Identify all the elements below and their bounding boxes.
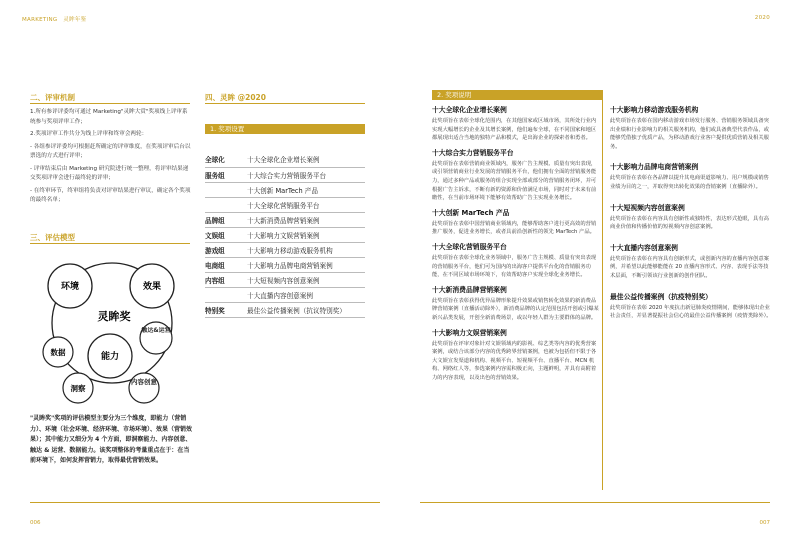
award-name: 十大全球化营销服务平台 bbox=[247, 197, 365, 212]
award-description bbox=[432, 284, 600, 323]
column-divider bbox=[602, 90, 603, 490]
page-number-right: 007 bbox=[759, 520, 770, 526]
award-title: 十大影响力移动游戏服务机构 bbox=[610, 106, 699, 114]
award-group: 服务组 bbox=[205, 167, 247, 182]
award-title: 十大影响力文娱营销案例 bbox=[432, 328, 507, 337]
award-title: 十大综合实力营销服务平台 bbox=[432, 148, 514, 157]
award-group bbox=[205, 197, 247, 212]
reach-label-box bbox=[141, 327, 171, 351]
award-description bbox=[610, 104, 772, 151]
table-row bbox=[205, 197, 365, 212]
award-description bbox=[432, 147, 600, 203]
award-group: 游戏组 bbox=[205, 242, 247, 257]
award-description bbox=[610, 291, 772, 321]
review-para-2: 2.奖项评审工作共分为线上评审和终审会两轮： bbox=[30, 131, 148, 137]
award-description bbox=[432, 104, 600, 143]
award-name: 十大影响力品牌电商营销案例 bbox=[247, 257, 365, 272]
award-detail: 此奖项旨在表彰营销商业领域内，服务广告主规模、质量有突出表现，或引领营销商业行业发展的营销服务平台，他们拥有全面的营销服务能力，通过多种产品或服务的组合实现全部或部分的营销服务闭环，并可根据广告主诉求，不断有新的资源和价值满足市场，同时对于未来有前瞻性，在当前市场环境下能够有效帮助广告主实现业务增长。 bbox=[432, 160, 597, 202]
award-name: 十大影响力移动游戏服务机构 bbox=[247, 242, 365, 257]
table-row bbox=[205, 227, 365, 242]
award-detail: 此奖项旨在评审对象针对文娱领域内的影视、综艺类等内容的优秀营案案例，或结合该部分内容的优秀跨界营销案例，也被为包括但不限于各大文娱宣发渠道和机构、视频平台、短视频平台、直播平台、MCN 机构、网络红人等，参选案例内容需积极正向，主题鲜明，并具有高附着力的内容表现，以及出色的营销效果。 bbox=[432, 340, 597, 381]
award-detail: 此奖项旨在表彰全球化范围内，在其他国家或区域市场，其所处行业内实现大幅增长的企业及其增长案例，他们遍布全球，在不同国家和地区都展现出适合当地的独特产品和模式，是出海企业的探索者和勇者。 bbox=[432, 118, 597, 142]
review-para-4: - 评审结束后由 Marketing 研究院进行统一整理，将评审结果递交奖项评审会进行最终轮的评审； bbox=[30, 165, 189, 181]
review-para-5: - 在终审环节，终审组将负责对评审结果进行审议，确定各个奖项的最终名单； bbox=[30, 187, 191, 203]
award-title: 十大创新 MarTech 产品 bbox=[432, 208, 510, 217]
award-detail: 此奖项旨在表彰获得优异品牌形象提升效果或销售转化效果的新消费品牌营销案例（直播活动除外），新消费品牌的认定范围包括开创或引爆某新兴品类发展，开创全新消费场景，或以年轻人群为主要群体的品牌。 bbox=[432, 297, 599, 321]
header-left: MARKETING 灵眸年鉴 bbox=[22, 17, 87, 23]
award-description bbox=[432, 241, 600, 280]
insight-label: 洞察 bbox=[70, 384, 86, 393]
content-label: 内容创意 bbox=[131, 378, 157, 386]
award-detail: 此奖项旨在表彰在国内移动游戏市场发行服务、营销服务领域具备突出业绩和行业影响力的相关服务机构，他们或具备典型代表作品，或能够凭借独子优质产品，为移动游戏行业客户提供优质营销及相关服务。 bbox=[610, 118, 769, 150]
award-settings-bar: 1. 奖项设置 bbox=[205, 124, 365, 134]
award-descriptions-right bbox=[610, 104, 772, 331]
page-number-left: 006 bbox=[30, 520, 41, 526]
award-group bbox=[205, 287, 247, 302]
review-para-1: 1.所有参评评委均可通过 Marketing"灵眸大赏"奖项线上评审系统参与奖项评审工作； bbox=[30, 109, 188, 125]
award-name: 十大创新 MarTech 产品 bbox=[247, 182, 365, 197]
award-description bbox=[610, 242, 772, 281]
divider bbox=[205, 103, 365, 104]
effect-label: 效果 bbox=[142, 282, 162, 292]
award-group: 内容组 bbox=[205, 272, 247, 287]
env-label: 环境 bbox=[60, 282, 80, 292]
award-name: 十大综合实力营销服务平台 bbox=[247, 167, 365, 182]
award-group: 品牌组 bbox=[205, 212, 247, 227]
award-group: 文娱组 bbox=[205, 227, 247, 242]
award-description bbox=[610, 161, 772, 191]
table-row bbox=[205, 242, 365, 257]
data-label: 数据 bbox=[50, 348, 66, 357]
evaluation-model-diagram bbox=[28, 248, 198, 408]
award-name: 十大影响力文娱营销案例 bbox=[247, 227, 365, 242]
page-header bbox=[0, 0, 800, 34]
footer-rule-left bbox=[30, 502, 380, 503]
award-description bbox=[610, 202, 772, 232]
table-row bbox=[205, 182, 365, 197]
reach-label: 触达&运营 bbox=[141, 327, 171, 334]
award-name: 十大直播内容创意案例 bbox=[247, 287, 365, 302]
center-label: 灵眸奖 bbox=[97, 310, 131, 323]
section-2020-title: 四、灵眸 @2020 bbox=[205, 93, 266, 102]
award-detail: 此奖项旨在表彰中国营销商业领域内，能够帮助客户进行更高效的营销推广服务，促进业务增长，或者具前沿创新性的领先 MarTech 产品。 bbox=[432, 220, 597, 236]
award-name: 十大全球化企业增长案例 bbox=[247, 152, 365, 167]
table-row bbox=[205, 152, 365, 167]
table-row bbox=[205, 302, 365, 317]
award-detail: 此奖项旨在表彰在内容具有创新性或独特性，表达形式抢眼，具有高商业价值和传播价值的短视频内容创意案例。 bbox=[610, 215, 769, 231]
table-row bbox=[205, 287, 365, 302]
review-text bbox=[30, 108, 192, 206]
divider bbox=[30, 243, 190, 244]
award-description-bar: 2. 奖项说明 bbox=[432, 90, 602, 100]
award-title: 十大影响力品牌电商营销案例 bbox=[610, 163, 699, 172]
award-description bbox=[432, 327, 600, 383]
header-right: 2020 bbox=[754, 15, 770, 21]
award-group bbox=[205, 182, 247, 197]
award-detail: 此奖项旨在表彰全球化业务领域中，服务广告主规模、质量有突出表现的营销服务平台，他们可为国内的出海客户提供平台化的营销服务功能，在不同区域市场环境下，有效帮助客户实现全球化业务增长。 bbox=[432, 254, 597, 279]
award-group: 特别奖 bbox=[205, 302, 247, 317]
table-row bbox=[205, 167, 365, 182]
award-detail: 此奖项旨在表彰 2020 年度抗击新冠肺炎疫情期间，能够体现出企业社会责任，并显著提振社会信心的最佳公益传播案例（疫情类除外）。 bbox=[610, 304, 772, 320]
award-group: 电商组 bbox=[205, 257, 247, 272]
award-name: 十大新消费品牌营销案例 bbox=[247, 212, 365, 227]
footer-rule-right bbox=[420, 502, 770, 503]
award-title: 十大短视频内容创意案例 bbox=[610, 203, 685, 212]
award-title: 最佳公益传播案例（抗疫特别奖） bbox=[610, 292, 712, 301]
award-table bbox=[205, 152, 365, 318]
award-detail: 此奖项旨在表彰在内容具有创新形式，或创新内容的直播内容创意案例，并希望以此能够能能在 20 直播内容形式、内容、表现手法等技术层面，不断引领该行业创新的创作团队。 bbox=[610, 255, 769, 279]
review-para-3: - 各组参评评委均可根据赶所确定的评审维度，在奖项评审后台以票选的方式进行评审； bbox=[30, 143, 191, 159]
ability-label: 能力 bbox=[100, 352, 120, 362]
award-name: 十大短视频内容创意案例 bbox=[247, 272, 365, 287]
award-descriptions-left bbox=[432, 104, 600, 386]
divider bbox=[30, 103, 190, 104]
section-review-title: 二、评审机制 bbox=[30, 93, 75, 102]
table-row bbox=[205, 257, 365, 272]
table-row bbox=[205, 272, 365, 287]
award-title: 十大全球化企业增长案例 bbox=[432, 106, 507, 114]
award-detail: 此奖项旨在表彰在各品牌以提升其电商渠道影响力、用户规模或销售业绩为目的之一，并取得突出转化效果的营销案例（直播除外）。 bbox=[610, 175, 769, 190]
award-title: 十大新消费品牌营销案例 bbox=[432, 285, 507, 294]
section-model-title: 三、评估模型 bbox=[30, 233, 75, 242]
table-row bbox=[205, 212, 365, 227]
award-group: 全球化 bbox=[205, 152, 247, 167]
content-label-box bbox=[130, 378, 158, 400]
award-title: 十大直播内容创意案例 bbox=[610, 243, 678, 252]
model-paragraph: "灵眸奖"奖项的评估模型主要分为三个维度，即能力（营销力）、环境（社会环境、经济环境、市场环境）、效果（营销效果）；其中能力又细分为 4 个方面，即洞察能力、内容创意、触达 & 运营、数据能力。该奖项整体的考量重点在于：在当前环境下，如何发挥营销力，取得最优营销效果。 bbox=[30, 415, 193, 464]
award-description bbox=[432, 207, 600, 237]
award-name: 最佳公益传播案例（抗议特别奖） bbox=[247, 302, 365, 317]
award-title: 十大全球化营销服务平台 bbox=[432, 242, 507, 251]
